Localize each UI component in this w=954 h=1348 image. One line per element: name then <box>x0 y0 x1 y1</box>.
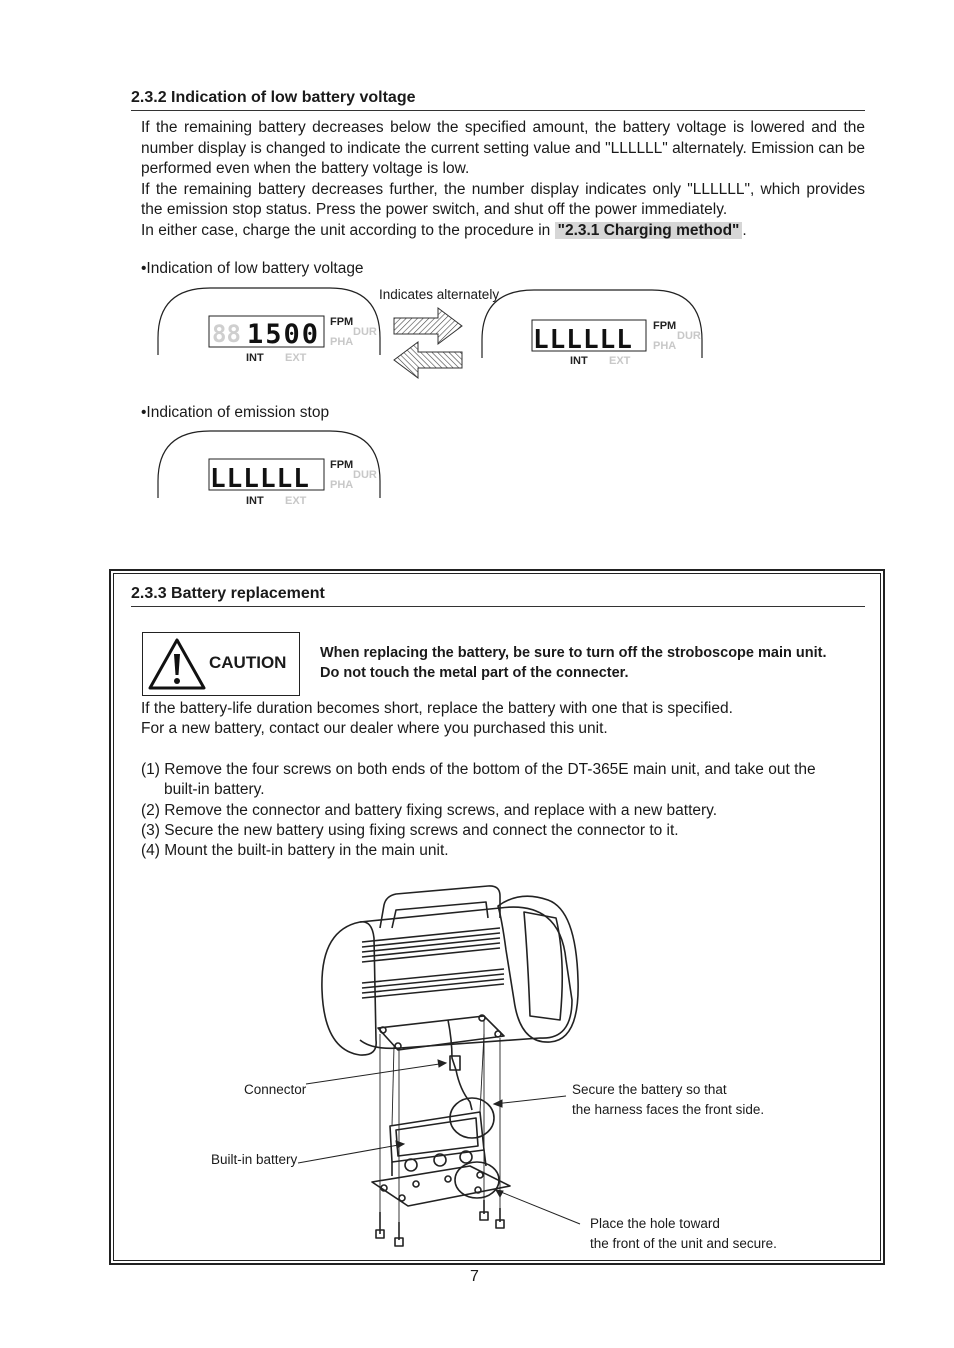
caution-text-2: Do not touch the metal part of the connecter. <box>320 665 629 681</box>
fpm-indicator-1: FPM <box>330 316 354 328</box>
handle <box>380 886 500 928</box>
paragraph-3-prefix: In either case, charge the unit according to the procedure in <box>141 221 551 239</box>
heading-rule-2 <box>131 606 865 607</box>
ext-indicator-3: EXT <box>285 495 307 507</box>
secure-battery-label-1: Secure the battery so that <box>572 1082 727 1097</box>
pha-indicator-3: PHA <box>330 479 354 491</box>
display-reading-1500: 1500 <box>247 319 321 350</box>
section-heading-2-3-3: 2.3.3 Battery replacement <box>131 585 325 602</box>
paragraph-3-suffix: . <box>742 221 747 239</box>
intro-line-2: For a new battery, contact our dealer where you purchased this unit. <box>141 720 608 737</box>
battery-replacement-illustration <box>0 870 954 1260</box>
screw-4 <box>496 1208 504 1228</box>
int-indicator-1: INT <box>246 352 264 364</box>
screw-2 <box>395 1222 403 1246</box>
page-number: 7 <box>470 1268 479 1285</box>
pha-indicator-1: PHA <box>330 336 354 348</box>
charging-method-reference: "2.3.1 Charging method" <box>555 222 743 239</box>
emission-stop-label: •Indication of emission stop <box>141 404 330 421</box>
connector-label: Connector <box>244 1082 307 1097</box>
int-indicator-2: INT <box>570 355 588 367</box>
int-indicator-3: INT <box>246 495 264 507</box>
step-2: (2) Remove the connector and battery fixing screws, and replace with a new battery. <box>141 802 718 819</box>
caution-text-1: When replacing the battery, be sure to turn off the stroboscope main unit. <box>320 645 827 661</box>
ghost-digits-1: 88 <box>212 320 241 348</box>
secure-battery-label-2: the harness faces the front side. <box>572 1102 765 1117</box>
paragraph-1: If the remaining battery decreases below the specified amount, the battery voltage is lowered and the number display is changed to indicate the current setting value and "LLLLLL" alternately. Emission can be performed even when the battery voltage is low. <box>141 119 865 177</box>
step-3: (3) Secure the new battery using fixing screws and connect the connector to it. <box>141 822 679 839</box>
display-reading-low-2: LLLLLL <box>210 464 310 494</box>
fpm-indicator-2: FPM <box>653 320 677 332</box>
dur-indicator-2: DUR <box>677 330 701 342</box>
step-1: (1) Remove the four screws on both ends of the bottom of the DT-365E main unit, and take out the <box>141 761 816 778</box>
section-heading-2-3-2: 2.3.2 Indication of low battery voltage <box>131 89 416 106</box>
dur-indicator-1: DUR <box>353 326 377 338</box>
caution-label: CAUTION <box>209 653 287 672</box>
hole-label-1: Place the hole toward <box>590 1216 720 1231</box>
warning-triangle-icon <box>147 637 207 691</box>
screw-1 <box>376 1212 384 1238</box>
front-bezel <box>498 896 578 1042</box>
lcd-indication-diagram <box>0 0 954 560</box>
step-1-continued: built-in battery. <box>164 781 265 798</box>
hole-label-2: the front of the unit and secure. <box>590 1236 777 1251</box>
dur-indicator-3: DUR <box>353 469 377 481</box>
fpm-indicator-3: FPM <box>330 459 354 471</box>
pha-indicator-2: PHA <box>653 340 677 352</box>
arrow-left-icon <box>394 342 462 378</box>
bottom-plate <box>378 1016 504 1050</box>
screw-3 <box>480 1200 488 1220</box>
step-4: (4) Mount the built-in battery in the main unit. <box>141 842 449 859</box>
ext-indicator-2: EXT <box>609 355 631 367</box>
paragraph-2: If the remaining battery decreases further, the number display indicates only "LLLLLL", which provides the emission stop status. Press the power switch, and shut off the power immediately. <box>141 180 865 218</box>
alternately-label: Indicates alternately <box>379 287 500 302</box>
ext-indicator-1: EXT <box>285 352 307 364</box>
low-battery-label: •Indication of low battery voltage <box>141 260 364 277</box>
caution-box <box>142 632 300 696</box>
built-in-battery-label: Built-in battery <box>211 1152 298 1167</box>
display-reading-low-1: LLLLLL <box>533 325 633 355</box>
intro-line-1: If the battery-life duration becomes short, replace the battery with one that is specified. <box>141 700 733 717</box>
arrow-right-icon <box>394 308 462 344</box>
